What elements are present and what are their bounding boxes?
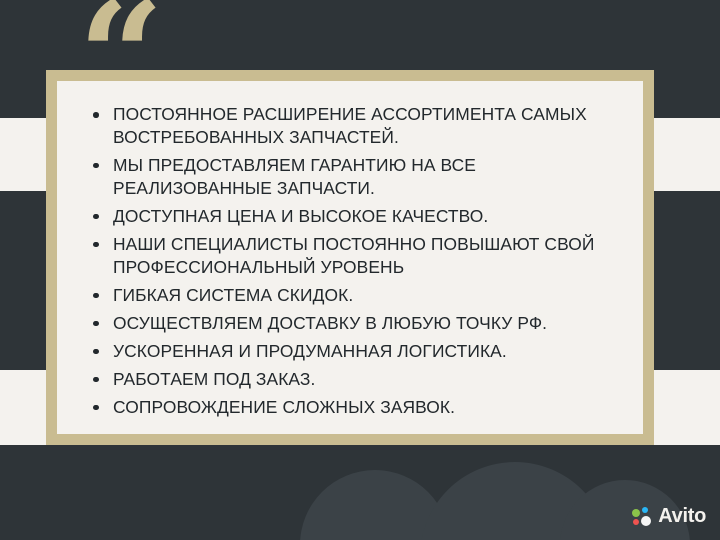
content-card-frame [46, 70, 654, 445]
list-item: ПОСТОЯННОЕ РАСШИРЕНИЕ АССОРТИМЕНТА САМЫХ ВОСТРЕБОВАННЫХ ЗАПЧАСТЕЙ. [87, 103, 613, 149]
list-item: НАШИ СПЕЦИАЛИСТЫ ПОСТОЯННО ПОВЫШАЮТ СВОЙ ПРОФЕССИОНАЛЬНЫЙ УРОВЕНЬ [87, 233, 613, 279]
list-item: УСКОРЕННАЯ И ПРОДУМАННАЯ ЛОГИСТИКА. [87, 340, 613, 363]
avito-watermark [632, 505, 706, 528]
benefits-list [87, 103, 613, 419]
list-item: МЫ ПРЕДОСТАВЛЯЕМ ГАРАНТИЮ НА ВСЕ РЕАЛИЗОВАННЫЕ ЗАПЧАСТИ. [87, 154, 613, 200]
content-card [57, 81, 643, 434]
list-item: РАБОТАЕМ ПОД ЗАКАЗ. [87, 368, 613, 391]
list-item: ГИБКАЯ СИСТЕМА СКИДОК. [87, 284, 613, 307]
avito-watermark-label: Avito [658, 505, 706, 527]
list-item: ДОСТУПНАЯ ЦЕНА И ВЫСОКОЕ КАЧЕСТВО. [87, 205, 613, 228]
list-item: ОСУЩЕСТВЛЯЕМ ДОСТАВКУ В ЛЮБУЮ ТОЧКУ РФ. [87, 312, 613, 335]
avito-logo-icon [632, 507, 652, 527]
list-item: СОПРОВОЖДЕНИЕ СЛОЖНЫХ ЗАЯВОК. [87, 396, 613, 419]
